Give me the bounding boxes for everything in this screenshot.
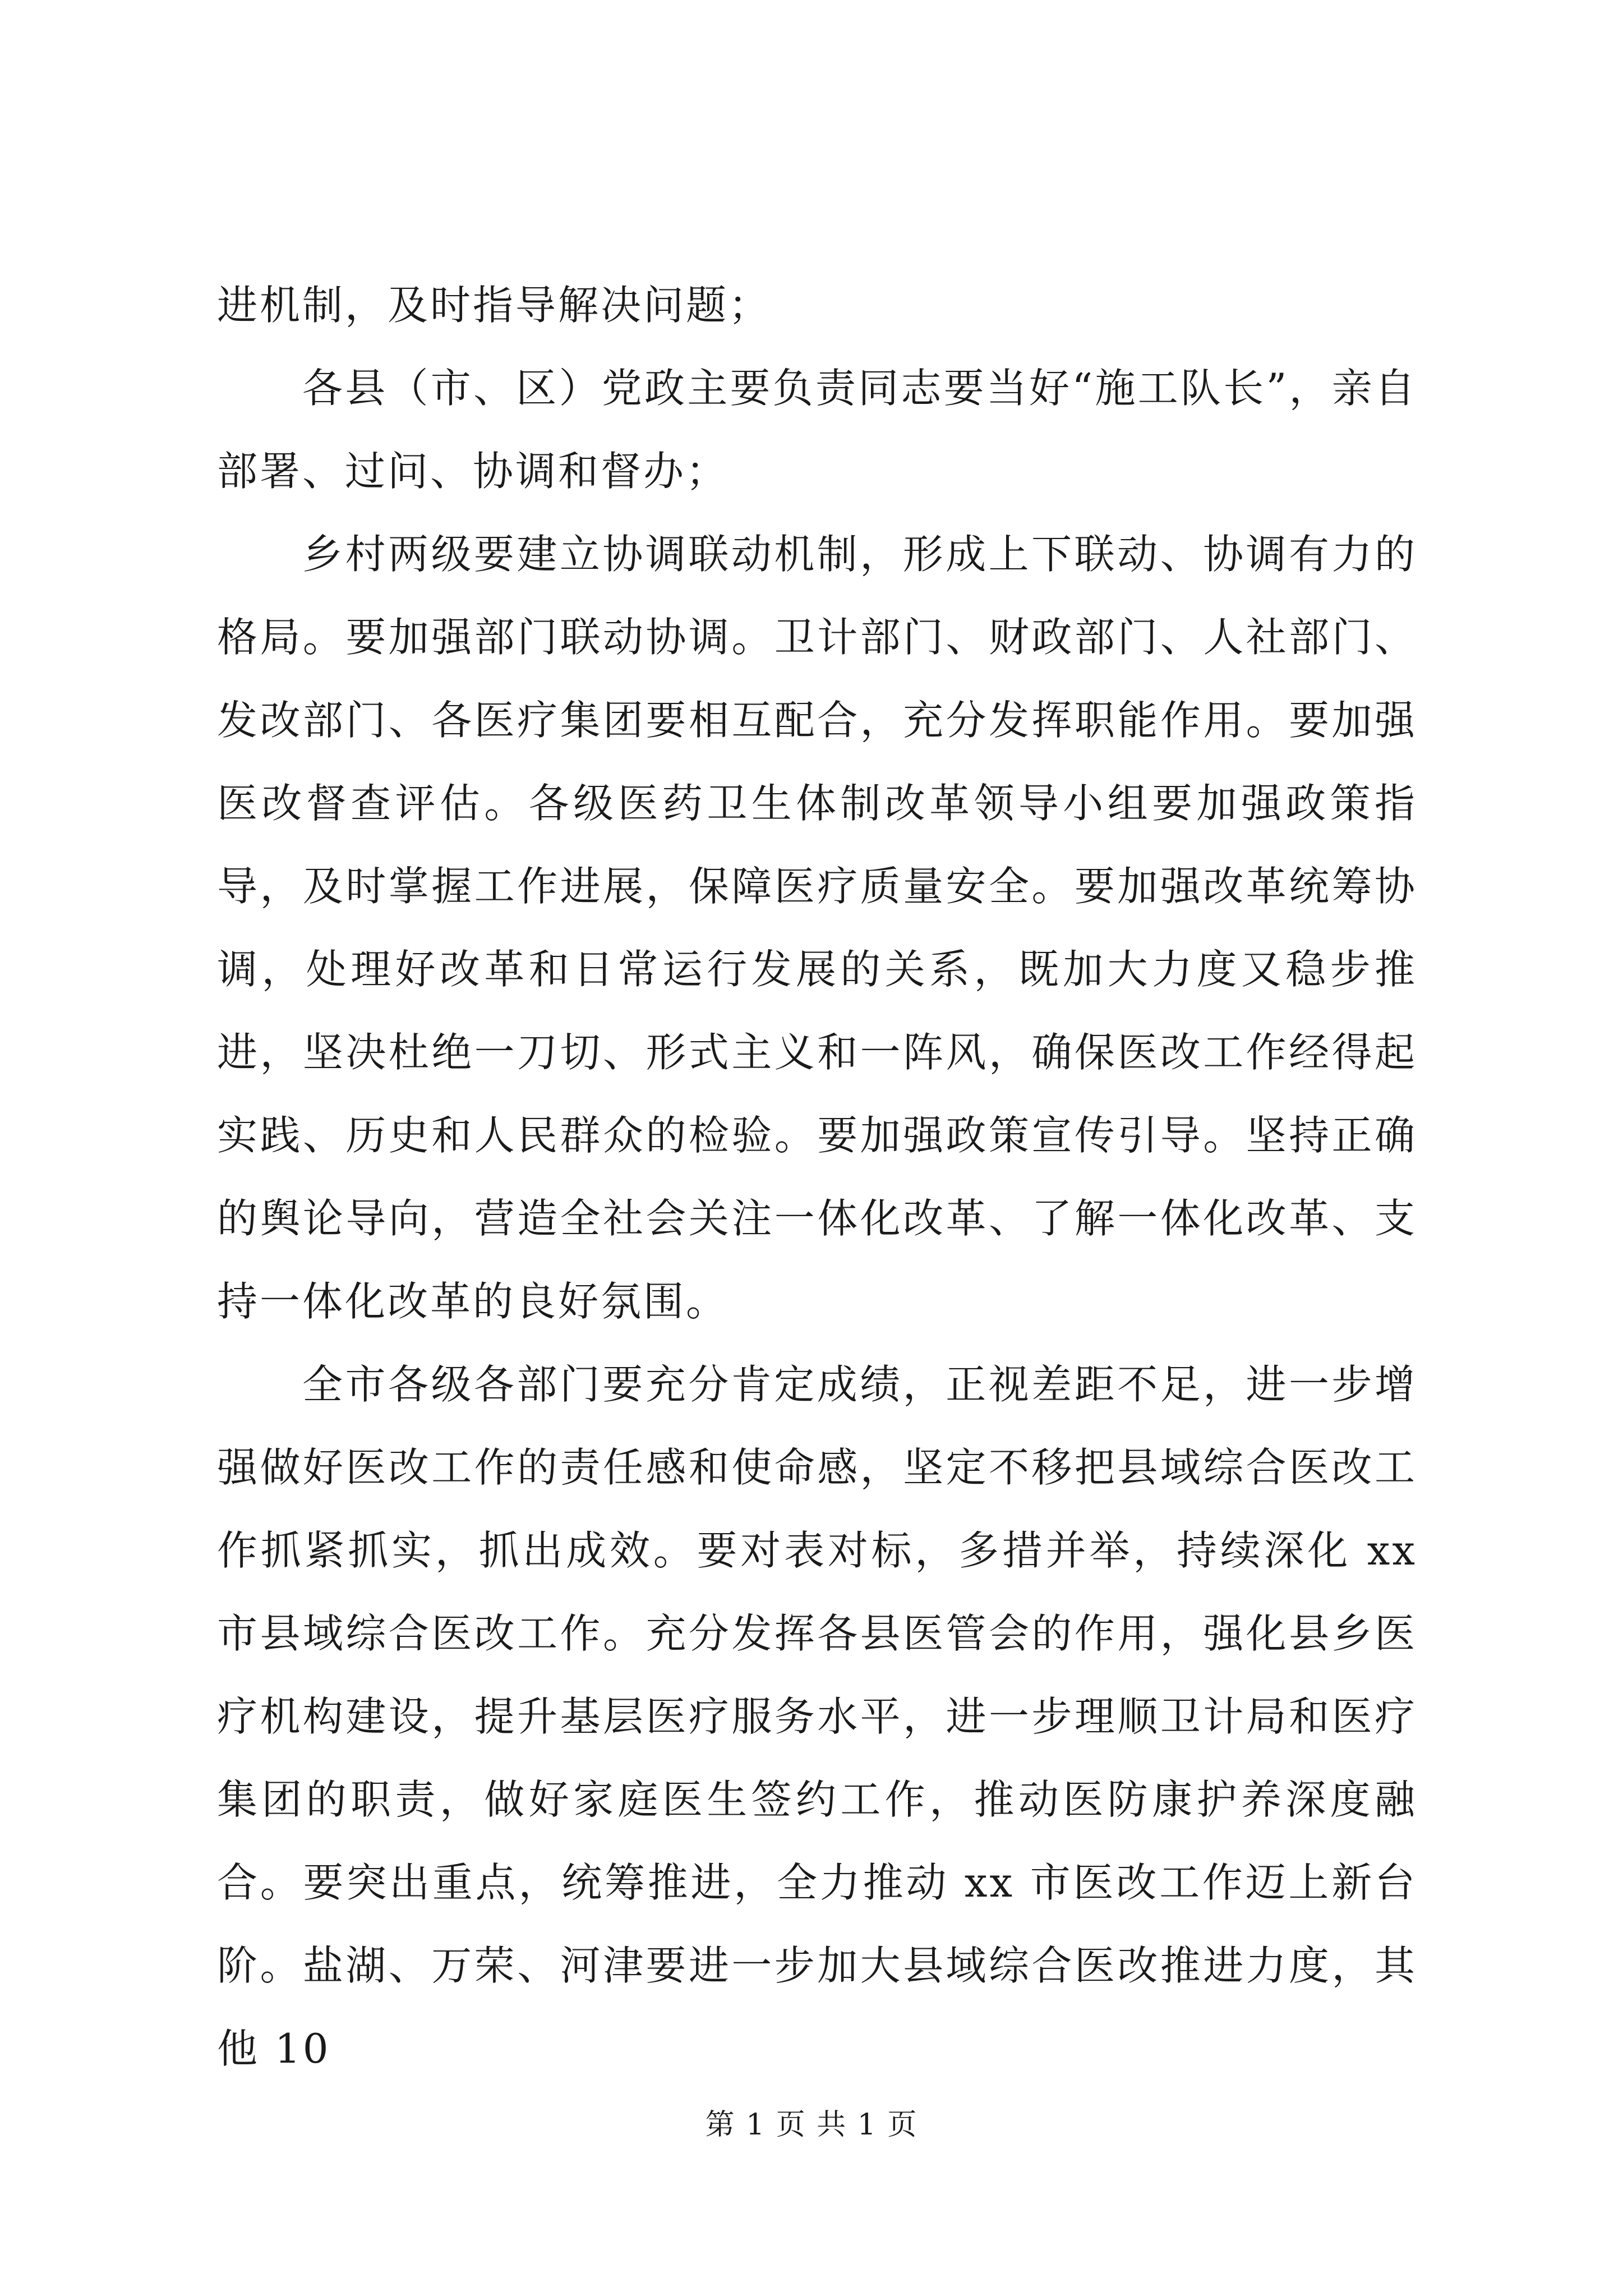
document-body xyxy=(217,264,1417,2090)
paragraph-2: 各县（市、区）党政主要负责同志要当好“施工队长”，亲自部署、过问、协调和督办； xyxy=(217,365,1417,495)
page-footer: 第 1 页 共 1 页 xyxy=(705,2108,918,2142)
paragraph-4: 全市各级各部门要充分肯定成绩，正视差距不足，进一步增强做好医改工作的责任感和使命感，坚定不移把县域综合医改工作抓紧抓实，抓出成效。要对表对标，多措并举，持续深化 xx 市县域综合医改工作。充分发挥各县医管会的作用，强化县乡医疗机构建设，提升基层医疗服务水平，进一步理顺卫计局和医疗集团的职责，做好家庭医生签约工作，推动医防康护养深度融合。要突出重点，统筹推进，全力推动 xx 市医改工作迈上新台阶。盐湖、万荣、河津要进一步加大县域综合医改推进力度，其他 10 xyxy=(217,1361,1417,2072)
paragraph-3: 乡村两级要建立协调联动机制，形成上下联动、协调有力的格局。要加强部门联动协调。卫计部门、财政部门、人社部门、发改部门、各医疗集团要相互配合，充分发挥职能作用。要加强医改督查评估。各级医药卫生体制改革领导小组要加强政策指导，及时掌握工作进展，保障医疗质量安全。要加强改革统筹协调，处理好改革和日常运行发展的关系，既加大力度又稳步推进，坚决杜绝一刀切、形式主义和一阵风，确保医改工作经得起实践、历史和人民群众的检验。要加强政策宣传引导。坚持正确的舆论导向，营造全社会关注一体化改革、了解一体化改革、支持一体化改革的良好氛围。 xyxy=(217,531,1417,1325)
paragraph-1: 进机制，及时指导解决问题； xyxy=(217,282,772,329)
